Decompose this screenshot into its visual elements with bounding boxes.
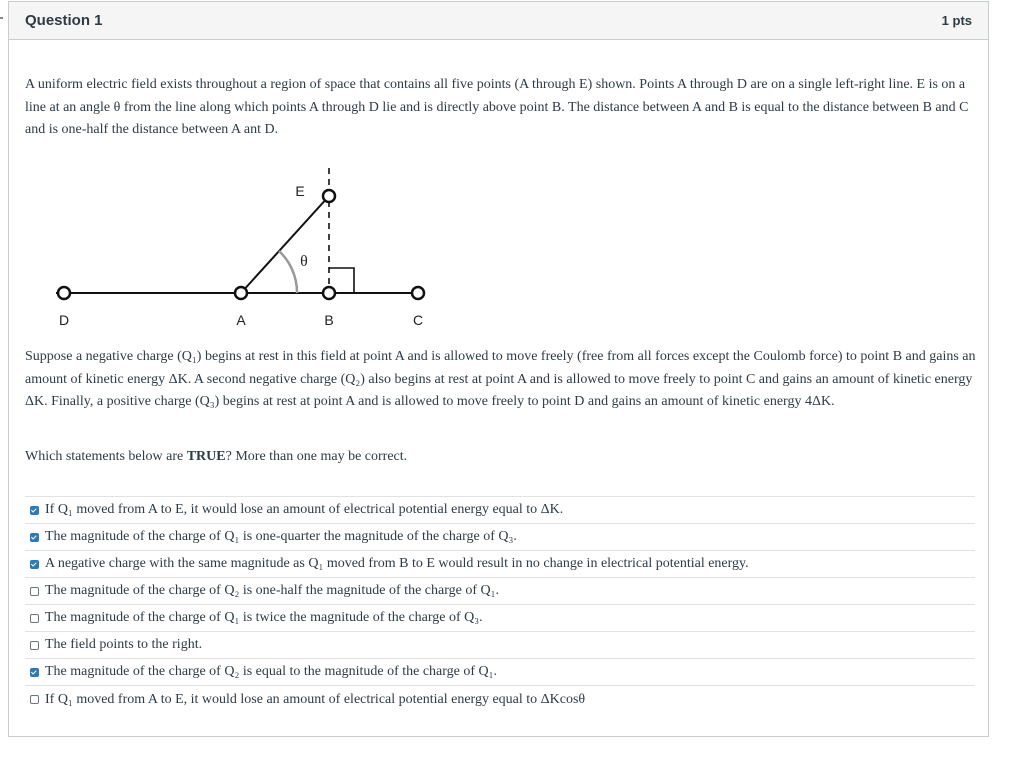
question-intro: A uniform electric field exists throughout a region of space that contains all five points (A through E) shown. Points A through D are on a single left-right line. E is on a line at an angle θ from the line along which points A through D lie and is directly above point B. The distance between A and B is equal to the distance between B and C and is one-half the distance between A ant D. bbox=[25, 77, 969, 137]
label-d: D bbox=[58, 312, 70, 328]
point-e bbox=[323, 190, 335, 202]
label-theta: θ bbox=[300, 253, 308, 270]
answer-text: The field points to the right. bbox=[45, 637, 203, 652]
answer-text: The magnitude of the charge of Q₁ is one-quarter the magnitude of the charge of Q₃. bbox=[45, 529, 517, 544]
point-c bbox=[412, 287, 424, 299]
prompt-before: Which statements below are bbox=[25, 449, 187, 464]
question-points: 1 pts bbox=[941, 13, 972, 28]
question-title: Question 1 bbox=[25, 12, 103, 29]
answer-option[interactable] bbox=[25, 686, 975, 713]
answer-text: The magnitude of the charge of Q₂ is equal to the magnitude of the charge of Q₁. bbox=[45, 664, 498, 679]
answer-checkbox[interactable] bbox=[30, 668, 39, 677]
question-card bbox=[8, 1, 989, 737]
label-e: E bbox=[295, 183, 305, 199]
prompt-bold: TRUE bbox=[186, 449, 226, 464]
answer-option[interactable] bbox=[25, 578, 975, 605]
point-b bbox=[323, 287, 335, 299]
point-d bbox=[58, 287, 70, 299]
edge-marker bbox=[0, 17, 3, 19]
question-header bbox=[9, 2, 988, 40]
answer-option[interactable] bbox=[25, 632, 975, 659]
answer-text: The magnitude of the charge of Q₁ is twice the magnitude of the charge of Q₃. bbox=[45, 610, 483, 625]
point-a bbox=[235, 287, 247, 299]
answer-checkbox[interactable] bbox=[30, 587, 39, 596]
answer-option[interactable] bbox=[25, 659, 975, 686]
label-c: C bbox=[412, 312, 424, 328]
answer-checkbox[interactable] bbox=[30, 695, 39, 704]
theta-arc bbox=[279, 251, 297, 293]
field-diagram bbox=[39, 162, 439, 332]
answer-checkbox[interactable] bbox=[30, 533, 39, 542]
answer-option[interactable] bbox=[25, 497, 975, 524]
prompt-after: ? More than one may be correct. bbox=[225, 449, 408, 464]
answer-text: A negative charge with the same magnitude as Q₁ moved from B to E would result in no change in electrical potential energy. bbox=[45, 556, 749, 571]
question-scenario: Suppose a negative charge (Q₁) begins at rest in this field at point A and is allowed to move freely (free from all forces except the Coulomb force) to point B and gains an amount of kinetic energy ΔK. A second negative charge (Q₂) also begins at rest at point A and is allowed to move freely to point C and gains an amount of kinetic energy ΔK. Finally, a positive charge (Q₃) begins at rest at point A and is allowed to move freely to point D and gains an amount of kinetic energy 4ΔK. bbox=[25, 349, 976, 409]
answer-text: The magnitude of the charge of Q₂ is one-half the magnitude of the charge of Q₁. bbox=[45, 583, 499, 598]
answer-option[interactable] bbox=[25, 551, 975, 578]
answer-option[interactable] bbox=[25, 524, 975, 551]
question-prompt bbox=[25, 446, 977, 469]
answer-checkbox[interactable] bbox=[30, 560, 39, 569]
answer-list bbox=[25, 496, 975, 713]
label-b: B bbox=[324, 312, 334, 328]
answer-checkbox[interactable] bbox=[30, 614, 39, 623]
answer-option[interactable] bbox=[25, 605, 975, 632]
label-a: A bbox=[236, 312, 246, 328]
answer-checkbox[interactable] bbox=[30, 641, 39, 650]
line-a-e bbox=[241, 196, 329, 293]
answer-text: If Q₁ moved from A to E, it would lose an amount of electrical potential energy equal to ΔKcosθ bbox=[45, 691, 586, 707]
answer-checkbox[interactable] bbox=[30, 506, 39, 515]
answer-text: If Q₁ moved from A to E, it would lose an amount of electrical potential energy equal to ΔK. bbox=[45, 502, 564, 517]
